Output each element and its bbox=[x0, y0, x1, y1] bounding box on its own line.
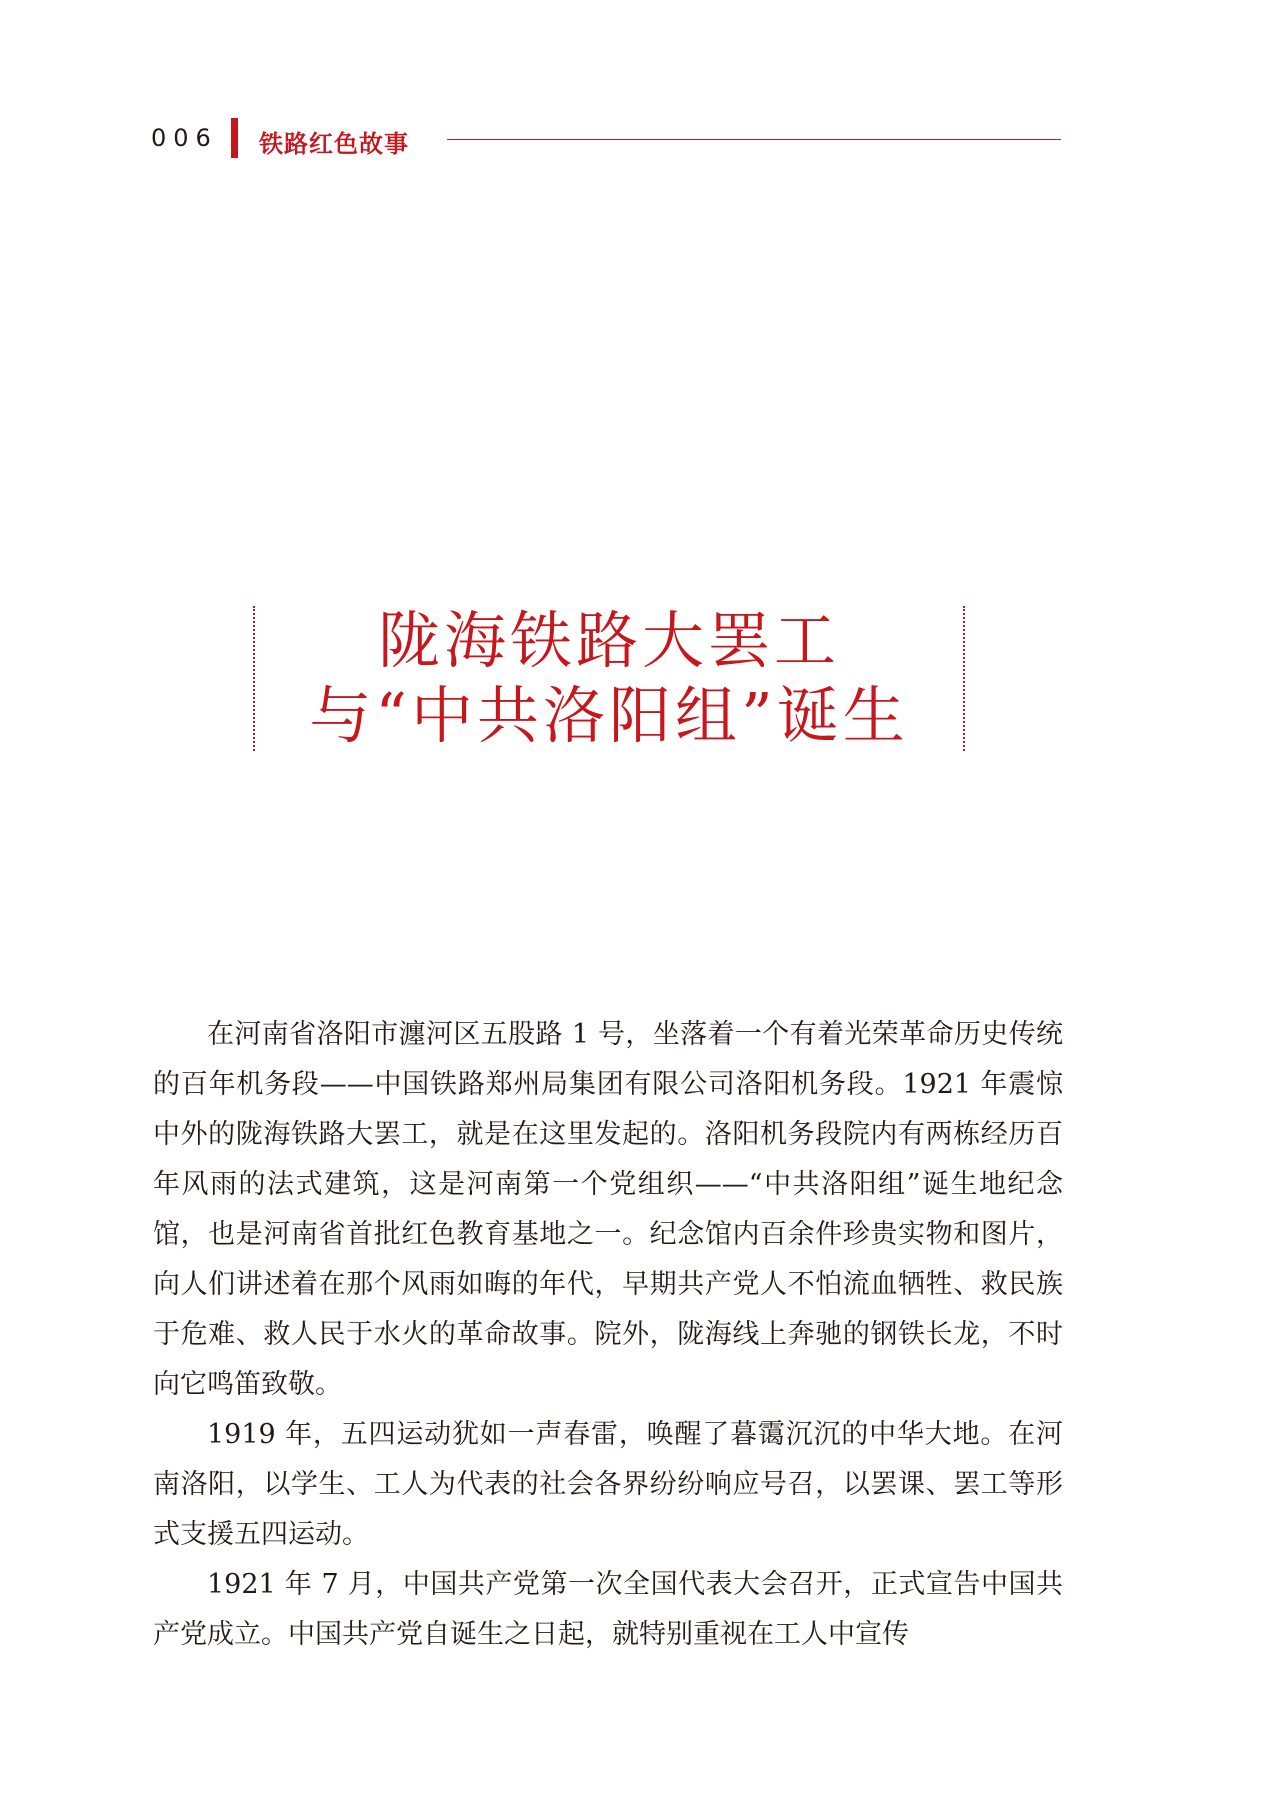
running-header bbox=[151, 118, 1061, 158]
body-text bbox=[153, 1010, 1063, 1660]
paragraph: 在河南省洛阳市瀍河区五股路 1 号，坐落着一个有着光荣革命历史传统的百年机务段——中国铁路郑州局集团有限公司洛阳机务段。1921 年震惊中外的陇海铁路大罢工，就是在这里发起的。洛阳机务段院内有两栋经历百年风雨的法式建筑，这是河南第一个党组织——“中共洛阳组”诞生地纪念馆，也是河南省首批红色教育基地之一。纪念馆内百余件珍贵实物和图片，向人们讲述着在那个风雨如晦的年代，早期共产党人不怕流血牺牲、救民族于危难、救人民于水火的革命故事。院外，陇海线上奔驰的钢铁长龙，不时向它鸣笛致敬。 bbox=[153, 1019, 1063, 1400]
book-title: 铁路红色故事 bbox=[259, 130, 409, 158]
header-rule bbox=[447, 139, 1061, 140]
header-accent-bar bbox=[231, 118, 238, 158]
chapter-title-block bbox=[253, 606, 965, 751]
paragraph: 1921 年 7 月，中国共产党第一次全国代表大会召开，正式宣告中国共产党成立。中国共产党自诞生之日起，就特别重视在工人中宣传 bbox=[153, 1569, 1063, 1650]
chapter-title-line-2: 与“中共洛阳组”诞生 bbox=[309, 679, 909, 752]
chapter-title-line-1: 陇海铁路大罢工 bbox=[377, 604, 840, 677]
paragraph: 1919 年，五四运动犹如一声春雷，唤醒了暮霭沉沉的中华大地。在河南洛阳，以学生、工人为代表的社会各界纷纷响应号召，以罢课、罢工等形式支援五四运动。 bbox=[153, 1419, 1063, 1550]
page-number: 006 bbox=[151, 124, 218, 152]
